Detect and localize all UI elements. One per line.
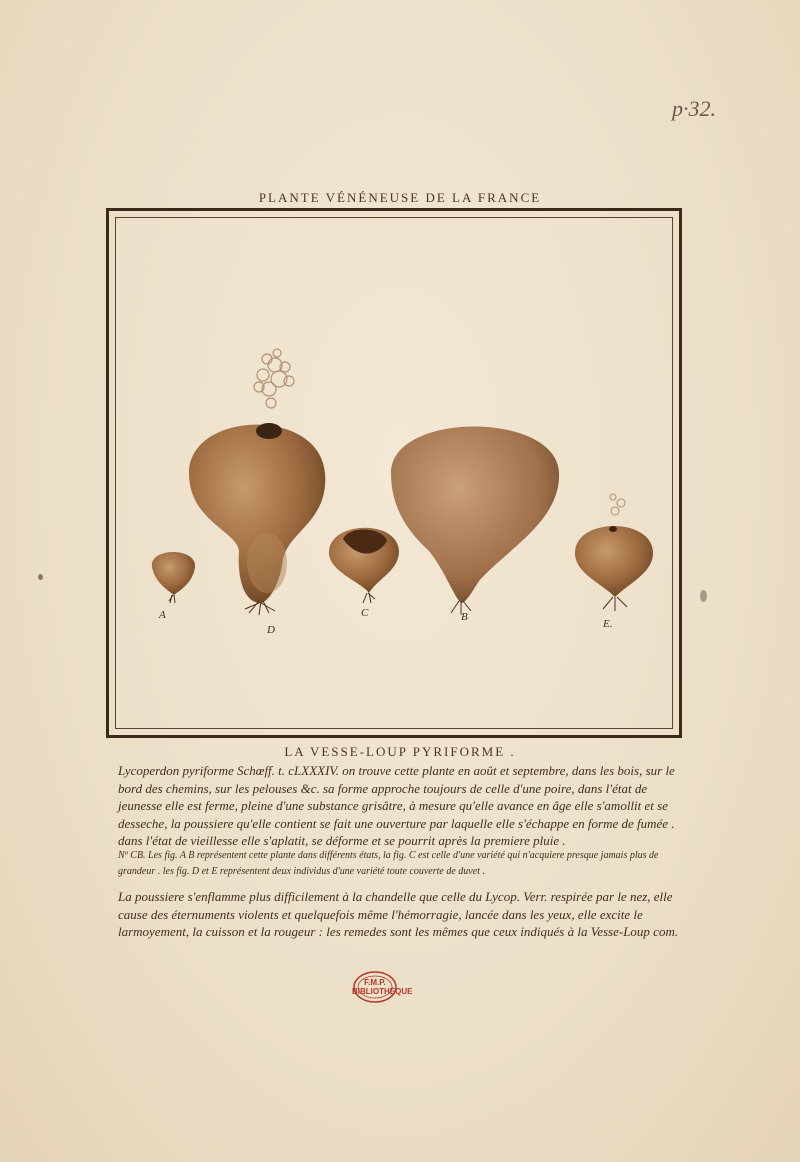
caption-paragraph-description: Lycoperdon pyriforme Schœff. t. cLXXXIV. on trouve cette plante en août et septembre, dans les bois, sur le bord des chemins, sur les pelouses &c. sa forme approche toujours de celle d'une poire, dans l'état de jeunesse elle est ferme, pleine d'une substance grisâtre, à mesure qu'elle avance en âge elle s'amollit et se desseche, la poussiere qu'elle contient se fait une ouverture par laquelle elle s'échappe en forme de fumée . dans l'état de vieillesse elle s'aplatit, se déforme et se pourrit après la premiere pluie . [118,763,675,848]
paper-stain [700,590,707,602]
mushroom-b [391,427,559,616]
mushroom-a [152,552,195,603]
mushroom-c [329,528,399,603]
page-number: p·32. [672,96,716,121]
figure-label-b: B [461,611,468,623]
plate-header: PLANTE VÉNÉNEUSE DE LA FRANCE [258,190,542,205]
figure-label-e: E. [603,618,613,630]
plate-frame [106,208,682,738]
figure-label-d: D [267,624,275,636]
figure-label-a: A [159,609,166,621]
stamp-text: F.M.P. BIBLIOTHÈQUE [352,978,413,996]
paper-stain [38,574,43,580]
caption-paragraph-effects: La poussiere s'enflamme plus difficilement à la chandelle que celle du Lycop. Verr. respirée par le nez, elle cause des éternuments violents et quelquefois même l'hémorragie, lancée dans les yeux, elle excite le larmoyement, la cuisson et la rougeur : les remedes sont les mêmes que ceux indiqués à la Vesse-Loup com. [118,889,679,939]
mushroom-illustration [109,211,679,735]
figure-label-c: C [361,607,369,619]
mushroom-e [575,494,653,611]
caption-title: LA VESSE-LOUP PYRIFORME . [284,744,516,759]
caption-paragraph-figures: Nº CB. Les fig. A B représentent cette plante dans différents états, la fig. C est celle d'une variété qui n'acquiere presque jamais plus de grandeur . les fig. D et E représentent deux individus d'une variété toute couverte de duvet . [118,850,659,877]
mushroom-d [189,349,325,615]
